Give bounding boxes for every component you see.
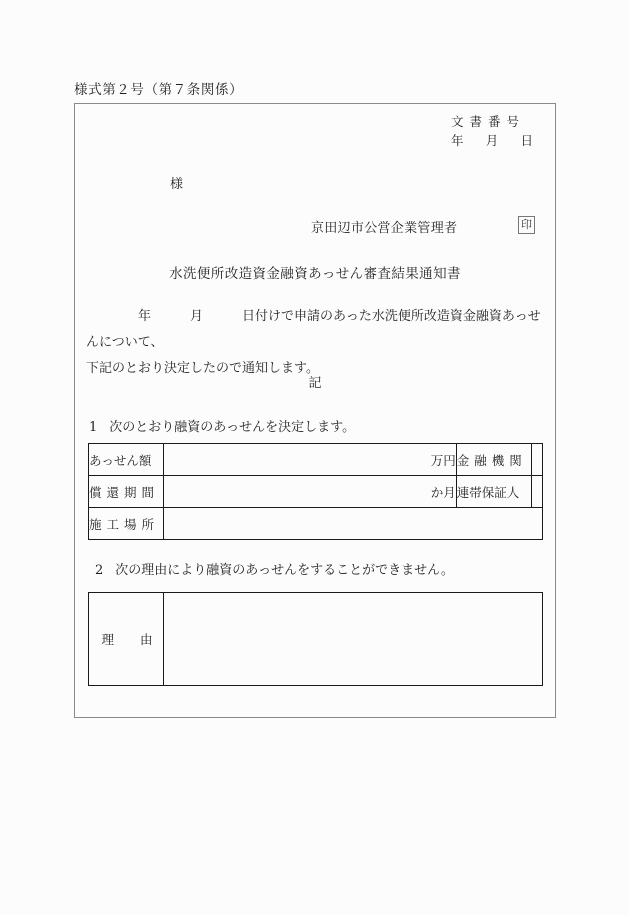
item-2-number: 2 <box>95 563 104 578</box>
table-row <box>89 444 543 476</box>
date-year-label: 年 <box>451 133 464 149</box>
body-text-line2: 下記のとおり決定したので通知します。 <box>86 361 319 376</box>
form-number: 様式第２号（第７条関係） <box>74 82 244 98</box>
cell-shokan-kikan-value[interactable] <box>164 476 457 508</box>
item-2-text: 次の理由により融資のあっせんをすることができません。 <box>115 563 454 578</box>
cell-assen-gaku-value[interactable] <box>164 444 457 476</box>
reason-table <box>88 592 543 686</box>
addressee-honorific: 様 <box>170 177 184 192</box>
table-row <box>89 508 543 540</box>
body-paragraph <box>86 304 545 382</box>
item-1-number: 1 <box>89 420 98 435</box>
cell-rentai-hoshonin-label <box>456 476 531 508</box>
seko-basho-label-text: 施工場所 <box>89 516 160 532</box>
document-number-block <box>451 112 533 151</box>
cell-kinyu-kikan-label <box>456 444 531 476</box>
kinyu-kikan-label-text: 金融機関 <box>456 452 527 468</box>
item-1-heading <box>89 416 355 435</box>
cell-assen-gaku-label <box>89 444 164 476</box>
cell-rentai-hoshonin-value[interactable] <box>531 476 542 508</box>
cell-kinyu-kikan-value[interactable] <box>531 444 542 476</box>
document-frame <box>74 103 556 718</box>
body-date-blank: 年 月 日 <box>138 309 256 324</box>
cell-seko-basho-value[interactable] <box>164 508 543 540</box>
shokan-kikan-label-text: 償還期間 <box>89 484 160 500</box>
table-row <box>89 593 543 686</box>
cell-seko-basho-label <box>89 508 164 540</box>
cell-shokan-kikan-label <box>89 476 164 508</box>
table-row <box>89 476 543 508</box>
item-1-text: 次のとおり融資のあっせんを決定します。 <box>109 420 356 435</box>
cell-reason-label <box>89 593 179 686</box>
document-number-label: 文書番号 <box>451 114 526 129</box>
issuer-row <box>75 217 555 241</box>
item-2-heading <box>95 559 454 578</box>
document-title: 水洗便所改造資金融資あっせん審査結果通知書 <box>169 266 461 282</box>
assen-gaku-label-text: あっせん額 <box>89 452 152 468</box>
assen-gaku-unit: 万円 <box>430 452 456 468</box>
loan-decision-table <box>88 443 543 540</box>
rentai-hoshonin-label-text: 連帯保証人 <box>456 484 520 500</box>
cell-reason-value[interactable] <box>164 593 543 686</box>
shokan-kikan-unit: か月 <box>430 484 456 500</box>
issuer-name: 京田辺市公営企業管理者 <box>311 221 458 236</box>
document-date-line <box>451 131 533 150</box>
date-month-label: 月 <box>485 133 499 149</box>
reason-label-text: 理由 <box>101 632 179 647</box>
date-day-label: 日 <box>520 133 533 149</box>
body-text-line1: 付けで申請のあった水洗便所改造資金融資あっせんについて、 <box>86 309 541 350</box>
ki-marker: 記 <box>308 376 322 391</box>
seal-stamp-box: 印 <box>518 216 535 234</box>
